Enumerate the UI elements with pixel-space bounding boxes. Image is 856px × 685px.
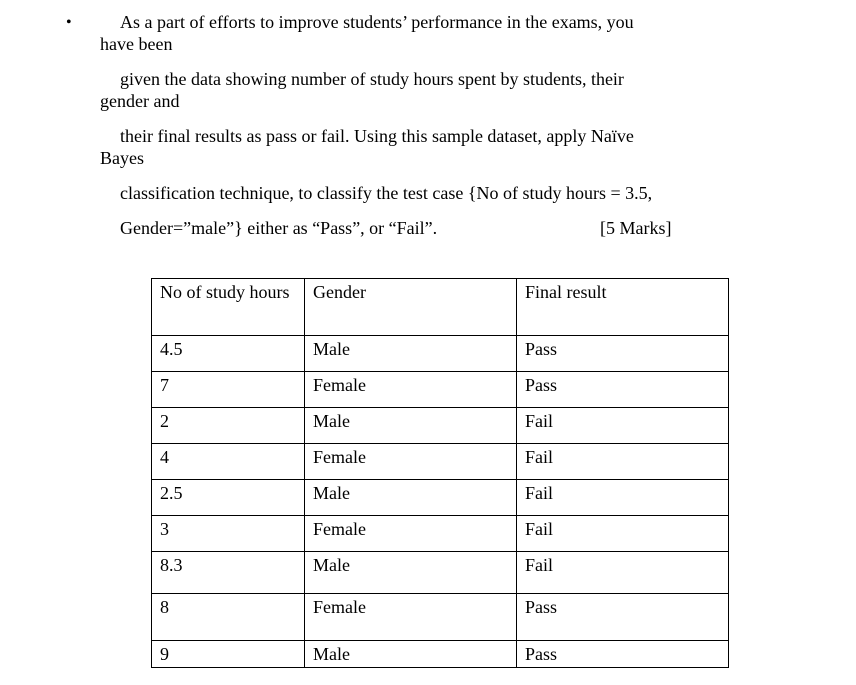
dataset-table bbox=[151, 278, 729, 668]
question-line-1: As a part of efforts to improve students’ performance in the exams, you bbox=[120, 12, 634, 32]
table-row bbox=[152, 444, 729, 480]
cell-study-hours: 8.3 bbox=[152, 552, 305, 594]
cell-study-hours: 2 bbox=[152, 408, 305, 444]
cell-gender: Female bbox=[305, 372, 517, 408]
table-row bbox=[152, 372, 729, 408]
cell-final-result: Pass bbox=[517, 594, 729, 641]
cell-gender: Male bbox=[305, 641, 517, 668]
question-line-8: Gender=”male”} either as “Pass”, or “Fail”. bbox=[120, 218, 438, 238]
cell-study-hours: 2.5 bbox=[152, 480, 305, 516]
question-line-6: Bayes bbox=[100, 148, 144, 168]
question-line-3: given the data showing number of study hours spent by students, their bbox=[120, 69, 624, 89]
table-row bbox=[152, 594, 729, 641]
cell-study-hours: 8 bbox=[152, 594, 305, 641]
cell-final-result: Fail bbox=[517, 444, 729, 480]
header-gender: Gender bbox=[305, 279, 517, 336]
cell-final-result: Pass bbox=[517, 641, 729, 668]
header-study-hours: No of study hours bbox=[152, 279, 305, 336]
cell-study-hours: 9 bbox=[152, 641, 305, 668]
question-line-2: have been bbox=[100, 34, 173, 54]
table-header-row bbox=[152, 279, 729, 336]
cell-gender: Male bbox=[305, 552, 517, 594]
table-row bbox=[152, 516, 729, 552]
cell-gender: Female bbox=[305, 594, 517, 641]
header-final-result: Final result bbox=[517, 279, 729, 336]
cell-final-result: Fail bbox=[517, 552, 729, 594]
cell-study-hours: 4 bbox=[152, 444, 305, 480]
cell-gender: Male bbox=[305, 480, 517, 516]
cell-gender: Male bbox=[305, 336, 517, 372]
cell-final-result: Fail bbox=[517, 408, 729, 444]
cell-final-result: Pass bbox=[517, 336, 729, 372]
table-row bbox=[152, 641, 729, 668]
cell-gender: Female bbox=[305, 444, 517, 480]
marks-label: [5 Marks] bbox=[600, 218, 672, 238]
table-row bbox=[152, 408, 729, 444]
question-line-5: their final results as pass or fail. Using this sample dataset, apply Naïve bbox=[120, 126, 634, 146]
cell-study-hours: 7 bbox=[152, 372, 305, 408]
cell-study-hours: 4.5 bbox=[152, 336, 305, 372]
cell-final-result: Fail bbox=[517, 480, 729, 516]
question-line-4: gender and bbox=[100, 91, 180, 111]
table-row bbox=[152, 336, 729, 372]
cell-gender: Female bbox=[305, 516, 517, 552]
cell-final-result: Fail bbox=[517, 516, 729, 552]
bullet-point: • bbox=[66, 14, 72, 31]
table-row bbox=[152, 552, 729, 594]
table-row bbox=[152, 480, 729, 516]
cell-gender: Male bbox=[305, 408, 517, 444]
cell-final-result: Pass bbox=[517, 372, 729, 408]
cell-study-hours: 3 bbox=[152, 516, 305, 552]
question-line-7: classification technique, to classify the test case {No of study hours = 3.5, bbox=[120, 183, 653, 203]
